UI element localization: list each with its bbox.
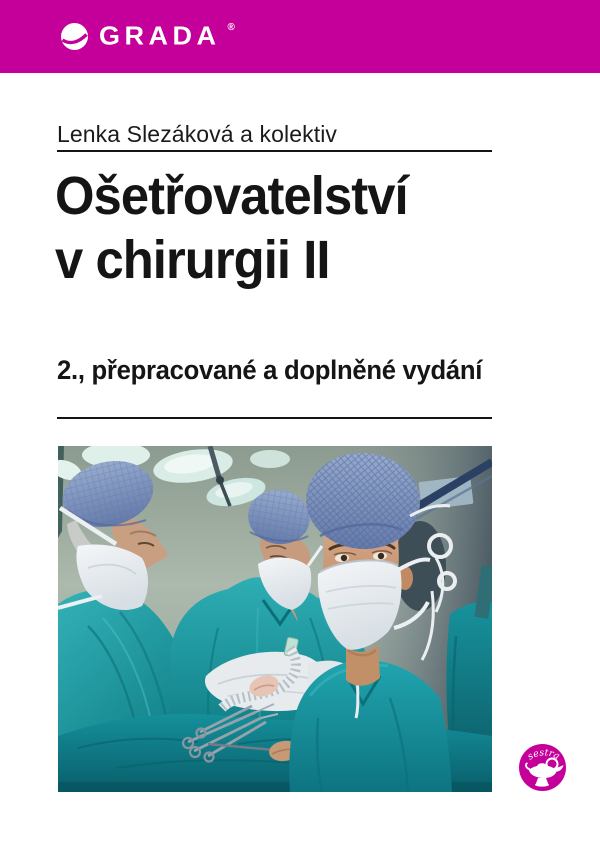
registered-mark: ® — [227, 22, 235, 33]
grada-logo — [61, 0, 239, 73]
badge-label: sestra — [525, 747, 562, 763]
book-title — [55, 164, 408, 292]
edition-divider — [57, 417, 492, 419]
cover-photo — [58, 446, 492, 792]
edition-line: 2., přepracované a doplněné vydání — [57, 355, 483, 385]
grada-ball-icon — [61, 23, 88, 50]
sestra-badge — [519, 744, 566, 791]
title-line-2: v chirurgii II — [55, 230, 330, 290]
author-divider — [57, 150, 492, 152]
publisher-band — [0, 0, 600, 73]
author-line: Lenka Slezáková a kolektiv — [57, 121, 338, 147]
publisher-name: GRADA — [99, 21, 221, 51]
title-line-1: Ošetřovatelství — [55, 166, 408, 226]
